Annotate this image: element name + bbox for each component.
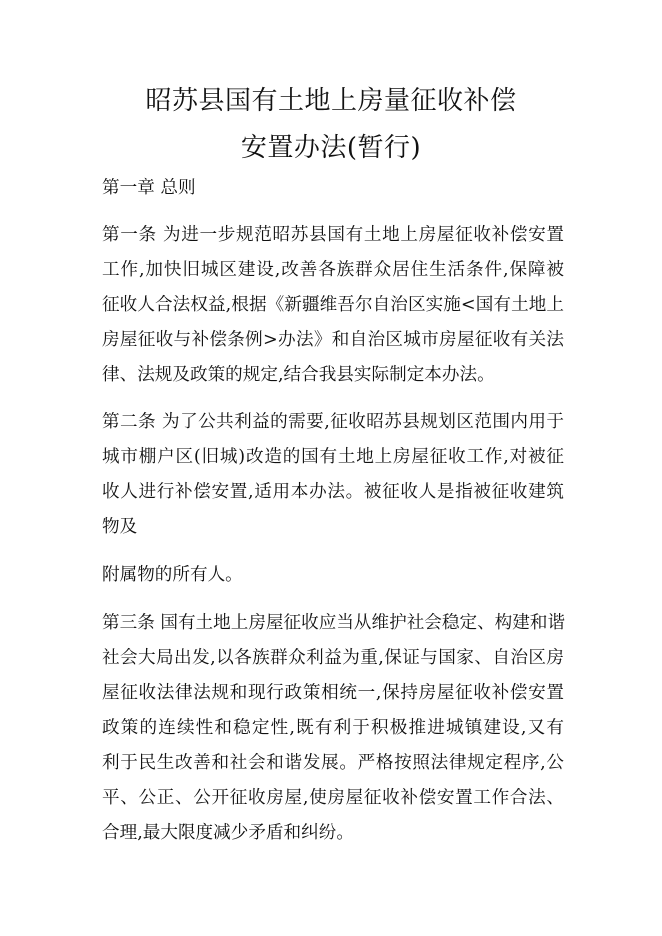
article-1-line: 征收人合法权益,根据《新疆维吾尔自治区实施<国有土地上 (102, 295, 564, 315)
article-3-line: 屋征收法律法规和现行政策相统一,保持房屋征收补偿安置 (102, 683, 564, 703)
document-title-line-1: 昭苏县国有土地上房量征收补偿 (145, 86, 517, 116)
article-2-line: 物及 (102, 517, 138, 537)
article-2-line: 第二条 为了公共利益的需要,征收昭苏县规划区范围内用于 (102, 412, 564, 432)
article-1-line: 第一条 为进一步规范昭苏县国有土地上房屋征收补偿安置 (102, 225, 564, 245)
article-1-line: 工作,加快旧城区建设,改善各族群众居住生活条件,保障被 (102, 260, 564, 280)
article-3-line: 合理,最大限度减少矛盾和纠纷。 (102, 823, 354, 843)
document-title-line-2: 安置办法(暂行) (240, 133, 422, 163)
article-3-line: 政策的连续性和稳定性,既有利于积极推进城镇建设,又有 (102, 718, 564, 738)
article-2-continuation: 附属物的所有人。 (102, 565, 243, 585)
article-3-line: 社会大局出发,以各族群众利益为重,保证与国家、自治区房 (102, 648, 564, 668)
chapter-heading: 第一章 总则 (102, 178, 196, 198)
article-3-line: 利于民生改善和社会和谐发展。严格按照法律规定程序,公 (102, 753, 564, 773)
article-3-line: 第三条 国有土地上房屋征收应当从维护社会稳定、构建和谐 (102, 613, 566, 633)
article-2-line: 城市棚户区(旧城)改造的国有土地上房屋征收工作,对被征 (102, 447, 564, 467)
article-2-line: 收人进行补偿安置,适用本办法。被征收人是指被征收建筑 (102, 482, 564, 502)
article-1-line: 律、法规及政策的规定,结合我县实际制定本办法。 (102, 365, 495, 385)
article-1-line: 房屋征收与补偿条例>办法》和自治区城市房屋征收有关法 (102, 330, 564, 350)
article-3-line: 平、公正、公开征收房屋,使房屋征收补偿安置工作合法、 (102, 788, 564, 808)
